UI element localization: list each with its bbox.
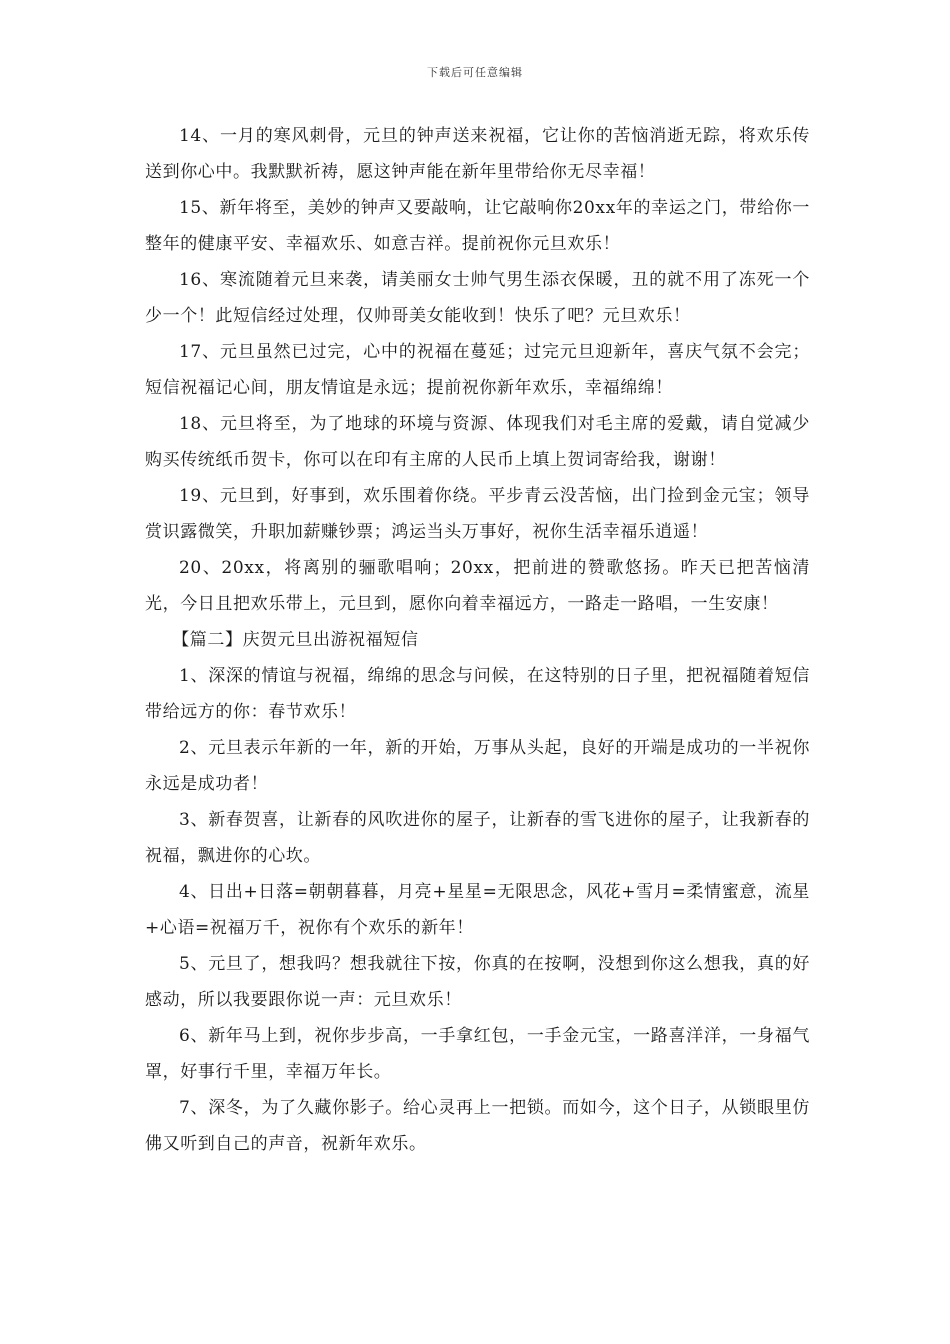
paragraph-19: 19、元旦到，好事到，欢乐围着你绕。平步青云没苦恼，出门捡到金元宝；领导赏识露微笑，升职加薪赚钞票；鸿运当头万事好，祝你生活幸福乐逍遥！ [145,486,810,542]
paragraph-14: 14、一月的寒风刺骨，元旦的钟声送来祝福，它让你的苦恼消逝无踪，将欢乐传送到你心中。我默默祈祷，愿这钟声能在新年里带给你无尽幸福！ [145,126,810,182]
paragraph-18: 18、元旦将至，为了地球的环境与资源、体现我们对毛主席的爱戴，请自觉减少购买传统纸币贺卡，你可以在印有主席的人民币上填上贺词寄给我，谢谢！ [145,414,810,470]
paragraph-s2-7: 7、深冬，为了久藏你影子。给心灵再上一把锁。而如今，这个日子，从锁眼里仿佛又听到自己的声音，祝新年欢乐。 [145,1098,810,1154]
paragraph-17: 17、元旦虽然已过完，心中的祝福在蔓延；过完元旦迎新年，喜庆气氛不会完；短信祝福记心间，朋友情谊是永远；提前祝你新年欢乐，幸福绵绵！ [145,342,810,398]
paragraph-s2-1: 1、深深的情谊与祝福，绵绵的思念与问候，在这特别的日子里，把祝福随着短信带给远方的你：春节欢乐！ [145,666,810,722]
paragraph-s2-5: 5、元旦了，想我吗？想我就往下按，你真的在按啊，没想到你这么想我，真的好感动，所以我要跟你说一声：元旦欢乐！ [145,954,810,1010]
paragraph-s2-6: 6、新年马上到，祝你步步高，一手拿红包，一手金元宝，一路喜洋洋，一身福气罩，好事行千里，幸福万年长。 [145,1026,810,1082]
document-body [145,118,810,1162]
paragraph-s2-2: 2、元旦表示年新的一年，新的开始，万事从头起，良好的开端是成功的一半祝你永远是成功者！ [145,738,810,794]
page-header-note: 下载后可任意编辑 [427,66,523,79]
paragraph-s2-3: 3、新春贺喜，让新春的风吹进你的屋子，让新春的雪飞进你的屋子，让我新春的祝福，飘进你的心坎。 [145,810,810,866]
paragraph-20: 20、20xx，将离别的骊歌唱响；20xx，把前进的赞歌悠扬。昨天已把苦恼清光，今日且把欢乐带上，元旦到，愿你向着幸福远方，一路走一路唱，一生安康！ [145,558,810,614]
section-title: 【篇二】庆贺元旦出游祝福短信 [172,630,419,650]
paragraph-16: 16、寒流随着元旦来袭，请美丽女士帅气男生添衣保暖，丑的就不用了冻死一个少一个！此短信经过处理，仅帅哥美女能收到！快乐了吧？元旦欢乐！ [145,270,810,326]
paragraph-s2-4: 4、日出+日落=朝朝暮暮，月亮+星星=无限思念，风花+雪月=柔情蜜意，流星+心语=祝福万千，祝你有个欢乐的新年！ [145,882,810,938]
paragraph-15: 15、新年将至，美妙的钟声又要敲响，让它敲响你20xx年的幸运之门，带给你一整年的健康平安、幸福欢乐、如意吉祥。提前祝你元旦欢乐！ [145,198,810,254]
